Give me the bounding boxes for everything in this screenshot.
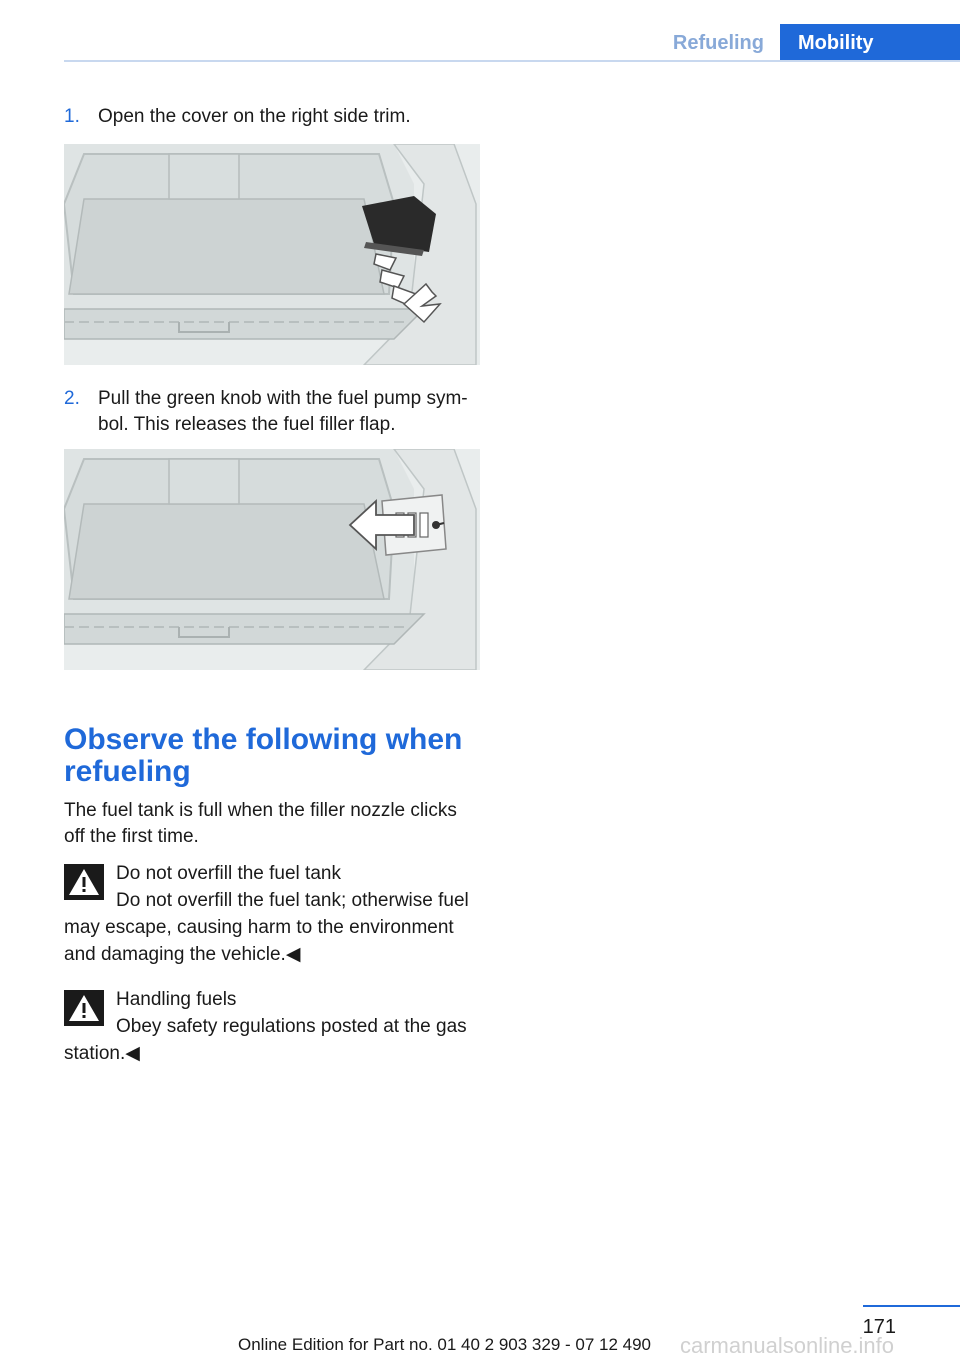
intro-text: The fuel tank is full when the filler nozzle clicks off the first time. xyxy=(64,800,457,847)
step-1 xyxy=(64,104,482,130)
footer-rule xyxy=(863,1305,960,1307)
section-heading: Observe the following when refueling xyxy=(64,723,463,788)
warning-title: Do not overfill the fuel tank xyxy=(116,863,341,884)
page-number: 171 xyxy=(862,1316,896,1338)
warning-handling-fuels xyxy=(64,986,484,1067)
step-2 xyxy=(64,386,482,438)
step-text: Pull the green knob with the fuel pump sym‐bol. This releases the fuel filler flap. xyxy=(98,388,468,435)
warning-triangle-icon xyxy=(64,990,104,1026)
header-chapter-tab: Mobility xyxy=(780,24,960,62)
header-rule xyxy=(64,60,960,62)
warning-overfill xyxy=(64,860,484,968)
warning-title: Handling fuels xyxy=(116,989,237,1010)
step-number: 2. xyxy=(64,388,80,409)
warning-text: Do not overfill the fuel tank; otherwise fuel may escape, causing harm to the environment and damaging the vehicle.◀ xyxy=(64,890,469,965)
step-number: 1. xyxy=(64,106,80,127)
edition-line: Online Edition for Part no. 01 40 2 903 329 - 07 12 490 xyxy=(238,1335,652,1354)
warning-triangle-icon xyxy=(64,864,104,900)
trunk-illustration-cover xyxy=(64,144,480,365)
watermark: carmanualsonline.info xyxy=(680,1333,895,1358)
section-intro xyxy=(64,798,482,850)
step-text: Open the cover on the right side trim. xyxy=(98,106,411,127)
warning-text: Obey safety regulations posted at the gas station.◀ xyxy=(64,1016,467,1064)
page-header xyxy=(64,24,960,62)
header-section-title: Refueling xyxy=(672,31,764,54)
trunk-illustration-knob xyxy=(64,449,480,670)
